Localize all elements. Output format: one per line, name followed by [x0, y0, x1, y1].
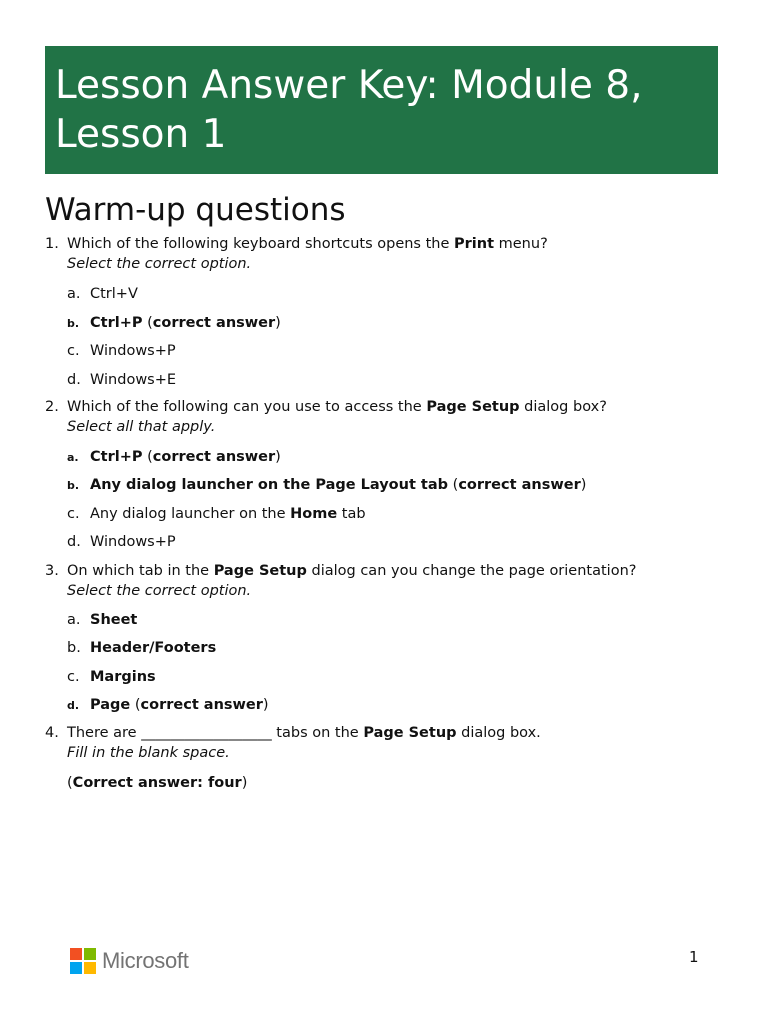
logo-square-blue	[70, 962, 82, 974]
question-instruction: Select all that apply.	[67, 419, 216, 435]
logo-square-green	[84, 948, 96, 960]
logo-square-yellow	[84, 962, 96, 974]
question-number: 3.	[45, 563, 59, 579]
question-text: Which of the following can you use to access the Page Setup dialog box?	[67, 399, 607, 415]
option-d: d. Windows+E	[67, 372, 177, 388]
title-banner	[45, 46, 718, 174]
microsoft-wordmark: Microsoft	[102, 947, 189, 973]
question-text: Which of the following keyboard shortcuts opens the Print menu?	[67, 236, 548, 252]
option-b: b. Header/Footers	[67, 640, 217, 656]
question-instruction: Select the correct option.	[67, 583, 252, 599]
option-c: c. Windows+P	[67, 343, 176, 359]
option-a: a. Ctrl+P (correct answer)	[67, 449, 281, 465]
option-a: a. Ctrl+V	[67, 286, 138, 302]
logo-square-red	[70, 948, 82, 960]
option-c: c. Any dialog launcher on the Home tab	[67, 506, 366, 522]
page-number: 1	[689, 948, 699, 966]
correct-answer: (Correct answer: four)	[67, 775, 248, 791]
microsoft-logo	[70, 947, 189, 974]
option-d: d. Windows+P	[67, 534, 176, 550]
option-b: b. Ctrl+P (correct answer)	[67, 315, 281, 331]
question-text: There are __________________ tabs on the Page Setup dialog box.	[67, 725, 541, 741]
question-number: 4.	[45, 725, 59, 741]
question-instruction: Select the correct option.	[67, 256, 252, 272]
option-b: b. Any dialog launcher on the Page Layout tab (correct answer)	[67, 477, 587, 493]
question-number: 2.	[45, 399, 59, 415]
question-number: 1.	[45, 236, 59, 252]
question-instruction: Fill in the blank space.	[67, 745, 230, 761]
option-a: a. Sheet	[67, 612, 138, 628]
page-title-line-1: Lesson Answer Key: Module 8,	[55, 63, 643, 108]
option-d: d. Page (correct answer)	[67, 697, 269, 713]
section-title: Warm-up questions	[45, 192, 346, 228]
page-title-line-2: Lesson 1	[55, 112, 227, 157]
microsoft-squares-icon	[70, 948, 96, 974]
question-text: On which tab in the Page Setup dialog can you change the page orientation?	[67, 563, 637, 579]
option-c: c. Margins	[67, 669, 156, 685]
